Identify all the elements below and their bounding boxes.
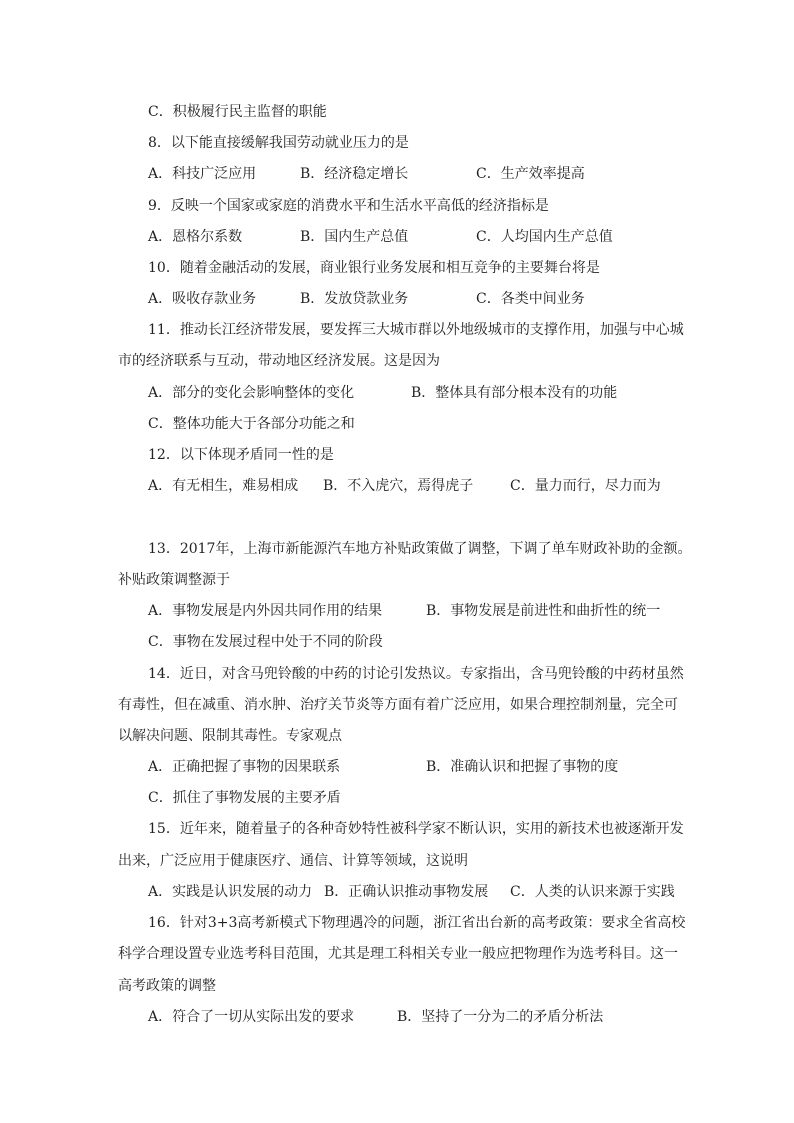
q10-option-b: B．发放贷款业务 [300, 291, 409, 307]
q12-option-b: B．不入虎穴，焉得虎子 [323, 478, 474, 494]
q13-stem-line-2: 补贴政策调整源于 [118, 572, 230, 588]
q14-stem-line-2: 有毒性，但在减重、消水肿、治疗关节炎等方面有着广泛应用，如果合理控制剂量，完全可 [118, 697, 678, 713]
q16-option-b: B．坚持了一分为二的矛盾分析法 [397, 1009, 604, 1025]
q10-option-a: A．吸收存款业务 [148, 291, 257, 307]
q15-stem-line-1: 15．近年来，随着量子的各种奇妙特性被科学家不断认识，实用的新技术也被逐渐开发 [148, 821, 684, 837]
q8-option-b: B．经济稳定增长 [300, 166, 409, 182]
q13-option-c: C．事物在发展过程中处于不同的阶段 [148, 634, 383, 650]
q15-option-a: A．实践是认识发展的动力 [148, 884, 313, 900]
q14-stem-line-3: 以解决问题、限制其毒性。专家观点 [118, 728, 342, 744]
q10-option-c: C．各类中间业务 [476, 291, 585, 307]
q13-option-b: B．事物发展是前进性和曲折性的统一 [426, 603, 661, 619]
q8-option-c: C．生产效率提高 [476, 166, 585, 182]
q12-option-c: C．量力而行，尽力而为 [510, 478, 661, 494]
q8-stem: 8．以下能直接缓解我国劳动就业压力的是 [148, 135, 409, 151]
q13-stem-line-1: 13．2017年，上海市新能源汽车地方补贴政策做了调整，下调了单车财政补助的金额。 [148, 541, 692, 557]
q16-option-a: A．符合了一切从实际出发的要求 [148, 1009, 355, 1025]
q15-option-c: C．人类的认识来源于实践 [510, 884, 675, 900]
q9-stem: 9．反映一个国家或家庭的消费水平和生活水平高低的经济指标是 [148, 198, 549, 214]
q9-option-b: B．国内生产总值 [300, 229, 409, 245]
q11-option-b: B．整体具有部分根本没有的功能 [411, 385, 618, 401]
q14-option-b: B．准确认识和把握了事物的度 [426, 759, 619, 775]
q13-option-a: A．事物发展是内外因共同作用的结果 [148, 603, 383, 619]
q12-option-a: A．有无相生，难易相成 [148, 478, 299, 494]
q11-stem-line-2: 市的经济联系与互动，带动地区经济发展。这是因为 [118, 353, 440, 369]
q16-stem-line-2: 科学合理设置专业选考科目范围，尤其是理工科相关专业一般应把物理作为选考科目。这一 [118, 946, 678, 962]
q14-stem-line-1: 14．近日，对含马兜铃酸的中药的讨论引发热议。专家指出，含马兜铃酸的中药材虽然 [148, 666, 684, 682]
q12-stem: 12．以下体现矛盾同一性的是 [148, 447, 334, 463]
q11-option-c: C．整体功能大于各部分功能之和 [148, 416, 355, 432]
q15-stem-line-2: 出来，广泛应用于健康医疗、通信、计算等领域，这说明 [118, 853, 468, 869]
q16-stem-line-1: 16．针对3+3高考新模式下物理遇冷的问题，浙江省出台新的高考政策：要求全省高校 [148, 915, 686, 931]
q8-option-a: A．科技广泛应用 [148, 166, 257, 182]
q11-option-a: A．部分的变化会影响整体的变化 [148, 385, 355, 401]
q10-stem: 10．随着金融活动的发展，商业银行业务发展和相互竞争的主要舞台将是 [148, 260, 600, 276]
q9-option-c: C．人均国内生产总值 [476, 229, 613, 245]
q16-stem-line-3: 高考政策的调整 [118, 978, 216, 994]
q15-option-b: B．正确认识推动事物发展 [324, 884, 489, 900]
q7-option-c: C．积极履行民主监督的职能 [148, 104, 327, 120]
q14-option-a: A．正确把握了事物的因果联系 [148, 759, 341, 775]
q9-option-a: A．恩格尔系数 [148, 229, 243, 245]
q11-stem-line-1: 11．推动长江经济带发展，要发挥三大城市群以外地级城市的支撑作用，加强与中心城 [148, 322, 684, 338]
q14-option-c: C．抓住了事物发展的主要矛盾 [148, 790, 341, 806]
